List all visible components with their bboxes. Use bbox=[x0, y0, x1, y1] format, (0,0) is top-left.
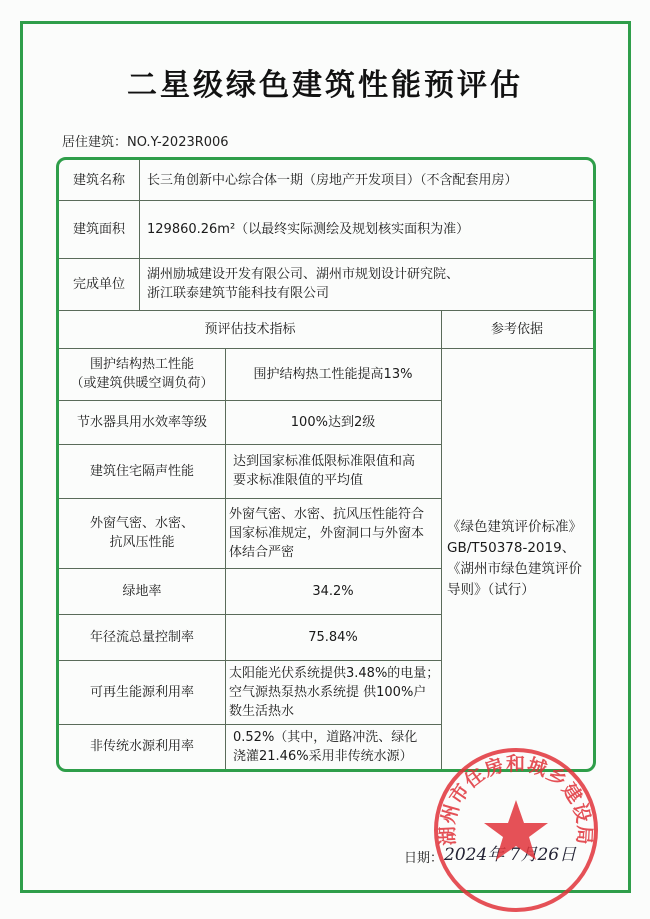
table-divider bbox=[59, 348, 593, 349]
document-number: 居住建筑：NO.Y-2023R006 bbox=[62, 135, 229, 150]
indicator-value: 围护结构热工性能提高13% bbox=[253, 366, 413, 382]
table-divider bbox=[59, 400, 441, 401]
indicator-name: 非传统水源利用率 bbox=[89, 739, 194, 754]
table-divider bbox=[59, 660, 441, 661]
building-area-label: 建筑面积 bbox=[72, 221, 125, 237]
table-divider bbox=[139, 160, 140, 310]
indicator-name: 可再生能源利用率 bbox=[89, 684, 194, 700]
building-name-value: 长三角创新中心综合体一期（房地产开发项目）（不含配套用房） bbox=[147, 172, 518, 188]
indicator-value: 0.52%（其中，道路冲洗、绿化 浇灌21.46%采用非传统水源） bbox=[233, 729, 418, 764]
indicator-value: 达到国家标准低限标准限值和高 要求标准限值的平均值 bbox=[233, 454, 416, 488]
evaluation-table bbox=[56, 157, 596, 772]
indicator-name: 外窗气密、水密、 抗风压性能 bbox=[89, 516, 194, 550]
basis-header: 参考依据 bbox=[490, 321, 543, 337]
table-divider bbox=[59, 310, 593, 311]
table-divider bbox=[441, 310, 442, 769]
indicator-value: 100%达到2级 bbox=[290, 414, 376, 430]
table-divider bbox=[225, 348, 226, 769]
reference-basis: 《绿色建筑评价标准》 GB/T50378-2019、 《湖州市绿色建筑评价 导则》（试行） bbox=[447, 518, 582, 598]
table-divider bbox=[59, 724, 441, 725]
building-name-label: 建筑名称 bbox=[72, 172, 125, 188]
indicator-value: 34.2% bbox=[312, 583, 354, 599]
building-area-value: 129860.26m²（以最终实际测绘及规划核实面积为准） bbox=[147, 221, 470, 237]
indicator-name: 围护结构热工性能 （或建筑供暖空调负荷） bbox=[70, 357, 214, 391]
indicator-value: 75.84% bbox=[308, 629, 358, 645]
seal-star-icon bbox=[484, 800, 548, 860]
handwritten-date: 2024年 7月26日 bbox=[444, 845, 577, 865]
indicator-name: 节水器具用水效率等级 bbox=[76, 414, 207, 430]
indicator-name: 年径流总量控制率 bbox=[89, 629, 194, 645]
table-divider bbox=[59, 614, 441, 615]
indicator-name: 建筑住宅隔声性能 bbox=[89, 463, 194, 479]
indicator-header: 预评估技术指标 bbox=[204, 321, 296, 337]
indicator-name: 绿地率 bbox=[122, 583, 162, 599]
seal-text: 湖州市住房和城乡建设局 bbox=[436, 753, 596, 846]
date-label: 日期： bbox=[404, 851, 444, 866]
document-title: 二星级绿色建筑性能预评估 bbox=[127, 68, 523, 103]
indicator-value: 外窗气密、水密、抗风压性能符合 国家标准规定，外窗洞口与外窗本 体结合严密 bbox=[229, 506, 425, 560]
table-divider bbox=[59, 498, 441, 499]
indicator-value: 太阳能光伏系统提供3.48%的电量； 空气源热泵热水系统提 供100%户 数生活热水 bbox=[229, 665, 440, 719]
official-seal-stamp bbox=[428, 742, 604, 918]
table-divider bbox=[59, 568, 441, 569]
completion-unit-label: 完成单位 bbox=[72, 276, 125, 292]
completion-unit-value: 湖州励城建设开发有限公司、湖州市规划设计研究院、 浙江联泰建筑节能科技有限公司 bbox=[147, 267, 460, 301]
table-divider bbox=[59, 444, 441, 445]
